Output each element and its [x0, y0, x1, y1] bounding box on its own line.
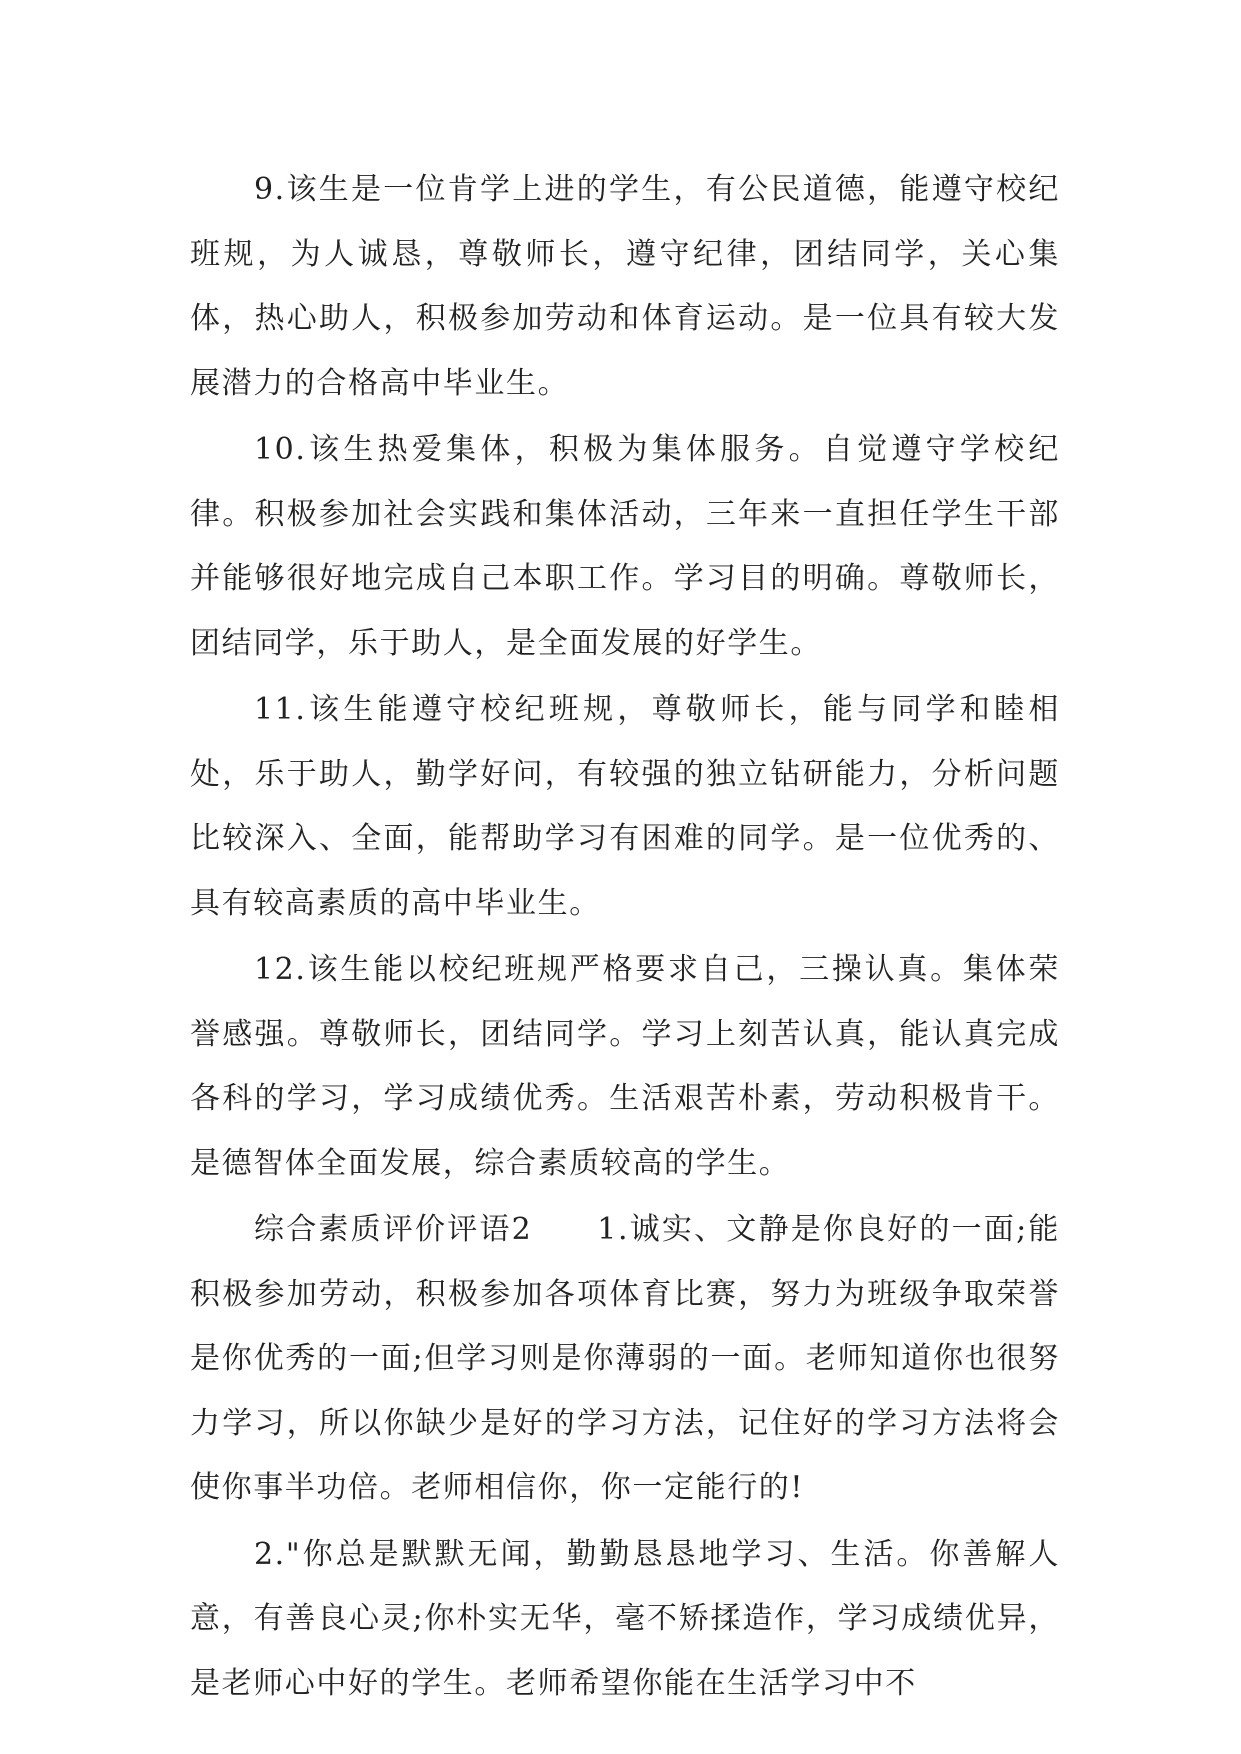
paragraph-10: 10.该生热爱集体，积极为集体服务。自觉遵守学校纪律。积极参加社会实践和集体活动，三年来一直担任学生干部并能够很好地完成自己本职工作。学习目的明确。尊敬师长，团结同学，乐于助人，是全面发展的好学生。 — [190, 432, 1060, 661]
document-body — [190, 158, 1060, 1718]
section-2-paragraph-1: 综合素质评价评语2 1.诚实、文静是你良好的一面;能积极参加劳动，积极参加各项体育比赛，努力为班级争取荣誉是你优秀的一面;但学习则是你薄弱的一面。老师知道你也很努力学习，所以你缺少是好的学习方法，记住好的学习方法将会使你事半功倍。老师相信你，你一定能行的! — [190, 1212, 1060, 1505]
section-2-paragraph-2: 2."你总是默默无闻，勤勤恳恳地学习、生活。你善解人意，有善良心灵;你朴实无华，毫不矫揉造作，学习成绩优异，是老师心中好的学生。老师希望你能在生活学习中不 — [190, 1536, 1060, 1701]
paragraph-12: 12.该生能以校纪班规严格要求自己，三操认真。集体荣誉感强。尊敬师长，团结同学。学习上刻苦认真，能认真完成各科的学习，学习成绩优秀。生活艰苦朴素，劳动积极肯干。是德智体全面发展，综合素质较高的学生。 — [190, 952, 1060, 1181]
paragraph-9: 9.该生是一位肯学上进的学生，有公民道德，能遵守校纪班规，为人诚恳，尊敬师长，遵守纪律，团结同学，关心集体，热心助人，积极参加劳动和体育运动。是一位具有较大发展潜力的合格高中毕业生。 — [190, 172, 1060, 401]
paragraph-11: 11.该生能遵守校纪班规，尊敬师长，能与同学和睦相处，乐于助人，勤学好问，有较强的独立钻研能力，分析问题比较深入、全面，能帮助学习有困难的同学。是一位优秀的、具有较高素质的高中毕业生。 — [190, 692, 1060, 921]
